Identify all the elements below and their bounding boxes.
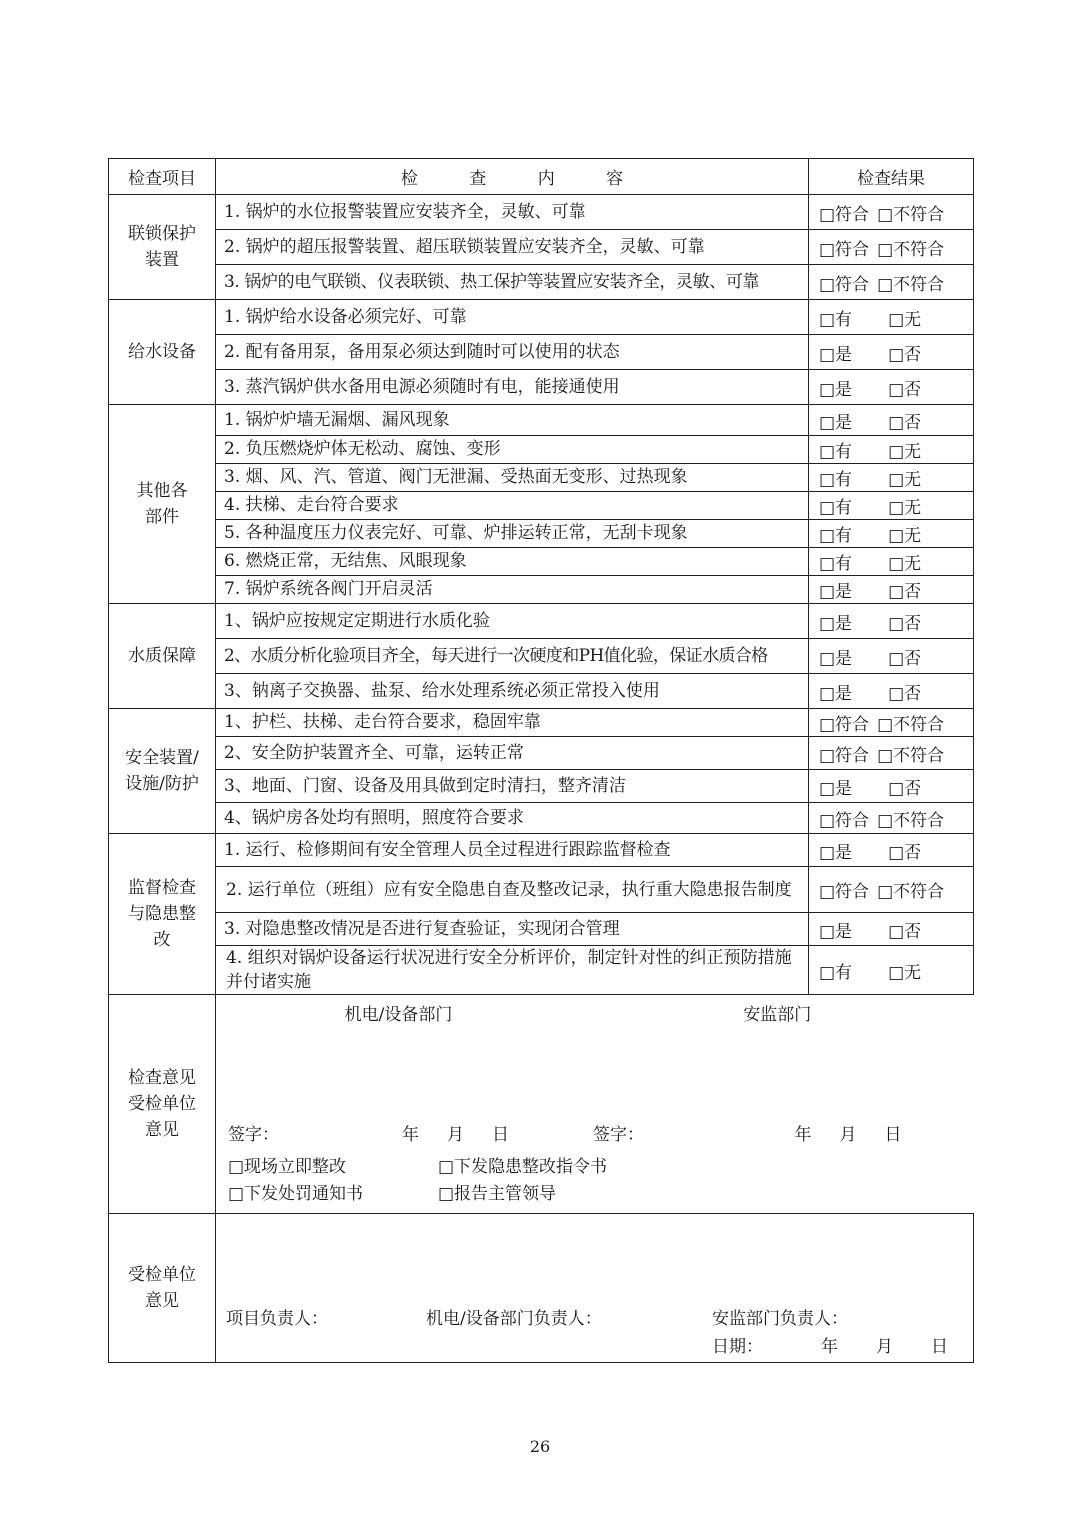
option-checkbox[interactable]: □否 xyxy=(888,379,922,400)
option-checkbox[interactable]: □现场立即整改 xyxy=(228,1157,347,1177)
dept-left-sign-area[interactable] xyxy=(216,1029,581,1149)
option-checkbox[interactable]: □不符合 xyxy=(877,882,945,902)
item-text: 2、安全防护装置齐全、可靠，运转正常 xyxy=(216,737,809,770)
option-checkbox[interactable]: □下发隐患整改指令书 xyxy=(438,1157,608,1177)
equip-lead-label: 机电/设备部门负责人： xyxy=(426,1309,602,1329)
option-checkbox[interactable]: □报告主管领导 xyxy=(438,1184,557,1204)
date-line: 日期： 年 月 日 xyxy=(712,1337,948,1357)
result-options xyxy=(809,834,974,867)
table-row xyxy=(109,913,974,946)
option-checkbox[interactable]: □是 xyxy=(819,412,853,433)
option-checkbox[interactable]: □有 xyxy=(819,498,853,518)
inspection-opinion-row xyxy=(109,995,974,1214)
table-row xyxy=(109,803,974,834)
result-options xyxy=(809,604,974,639)
option-checkbox[interactable]: □是 xyxy=(819,379,853,400)
item-text: 4、锅炉房各处均有照明，照度符合要求 xyxy=(216,803,809,834)
option-checkbox[interactable]: □否 xyxy=(888,648,922,669)
option-checkbox[interactable]: □否 xyxy=(888,778,922,799)
result-options xyxy=(809,770,974,803)
dept-right-header: 安监部门 xyxy=(743,1004,812,1025)
item-text: 2. 负压燃烧炉体无松动、腐蚀、变形 xyxy=(216,436,809,464)
option-checkbox[interactable]: □不符合 xyxy=(877,745,945,766)
option-checkbox[interactable]: □否 xyxy=(888,344,922,365)
option-checkbox[interactable]: □符合 xyxy=(819,204,870,225)
section-name-water-quality: 水质保障 xyxy=(109,604,216,709)
item-text: 2. 运行单位（班组）应有安全隐患自查及整改记录，执行重大隐患报告制度 xyxy=(216,867,809,913)
table-row xyxy=(109,604,974,639)
table-row xyxy=(109,335,974,370)
option-checkbox[interactable]: □是 xyxy=(819,778,853,799)
option-checkbox[interactable]: □否 xyxy=(888,582,922,602)
option-checkbox[interactable]: □是 xyxy=(819,648,853,669)
item-text: 4. 扶梯、走台符合要求 xyxy=(216,492,809,520)
option-checkbox[interactable]: □无 xyxy=(888,526,922,546)
table-row xyxy=(109,576,974,604)
option-checkbox[interactable]: □符合 xyxy=(819,274,870,295)
option-checkbox[interactable]: □符合 xyxy=(819,745,870,766)
table-row xyxy=(109,674,974,709)
inspection-opinion-label: 检查意见 受检单位 意见 xyxy=(109,995,216,1214)
item-text: 3、地面、门窗、设备及用具做到定时清扫，整齐清洁 xyxy=(216,770,809,803)
result-options xyxy=(809,639,974,674)
table-row xyxy=(109,464,974,492)
item-text: 3. 锅炉的电气联锁、仪表联锁、热工保护等装置应安装齐全，灵敏、可靠 xyxy=(216,265,809,300)
result-options xyxy=(809,405,974,436)
dept-left-header: 机电/设备部门 xyxy=(344,1004,453,1025)
option-checkbox[interactable]: □符合 xyxy=(819,715,870,735)
item-text: 4. 组织对锅炉设备运行状况进行安全分析评价，制定针对性的纠正预防措施并付诸实施 xyxy=(216,946,809,995)
item-text: 1. 锅炉的水位报警装置应安装齐全，灵敏、可靠 xyxy=(216,195,809,230)
safety-lead-label: 安监部门负责人： xyxy=(712,1309,848,1329)
item-text: 3. 对隐患整改情况是否进行复查验证，实现闭合管理 xyxy=(216,913,809,946)
item-text: 1. 运行、检修期间有安全管理人员全过程进行跟踪监督检查 xyxy=(216,834,809,867)
option-checkbox[interactable]: □有 xyxy=(819,962,853,983)
option-checkbox[interactable]: □不符合 xyxy=(877,810,945,831)
inspection-opinion-body xyxy=(216,995,974,1214)
item-text: 6. 燃烧正常，无结焦、风眼现象 xyxy=(216,548,809,576)
table-row xyxy=(109,520,974,548)
result-options xyxy=(809,674,974,709)
option-checkbox[interactable]: □不符合 xyxy=(877,274,945,295)
option-checkbox[interactable]: □是 xyxy=(819,921,853,942)
option-checkbox[interactable]: □是 xyxy=(819,582,853,602)
option-checkbox[interactable]: □否 xyxy=(888,412,922,433)
option-checkbox[interactable]: □否 xyxy=(888,613,922,634)
option-checkbox[interactable]: □不符合 xyxy=(877,239,945,260)
option-checkbox[interactable]: □无 xyxy=(888,470,922,490)
option-checkbox[interactable]: □有 xyxy=(819,526,853,546)
header-item: 检查项目 xyxy=(109,159,216,195)
result-options xyxy=(809,548,974,576)
unit-opinion-row xyxy=(109,1214,974,1363)
option-checkbox[interactable]: □否 xyxy=(888,683,922,704)
option-checkbox[interactable]: □不符合 xyxy=(877,715,945,735)
sign-label: 签字： xyxy=(593,1125,644,1145)
table-row xyxy=(109,492,974,520)
result-options xyxy=(809,946,974,995)
item-text: 3、钠离子交换器、盐泵、给水处理系统必须正常投入使用 xyxy=(216,674,809,709)
date-fields: 年 月 日 xyxy=(794,1125,902,1145)
table-row xyxy=(109,867,974,913)
header-content: 检 查 内 容 xyxy=(216,159,809,195)
item-text: 3. 烟、风、汽、管道、阀门无泄漏、受热面无变形、过热现象 xyxy=(216,464,809,492)
project-lead-label: 项目负责人： xyxy=(226,1309,328,1329)
table-row xyxy=(109,370,974,405)
result-options xyxy=(809,737,974,770)
table-row xyxy=(109,770,974,803)
item-text: 1. 锅炉炉墙无漏烟、漏风现象 xyxy=(216,405,809,436)
result-options xyxy=(809,230,974,265)
header-result: 检查结果 xyxy=(809,159,974,195)
result-options xyxy=(809,803,974,834)
result-options xyxy=(809,464,974,492)
result-options xyxy=(809,709,974,737)
section-name-water-supply: 给水设备 xyxy=(109,300,216,405)
section-name-safety-devices: 安全装置/ 设施/防护 xyxy=(109,709,216,834)
option-checkbox[interactable]: □无 xyxy=(888,962,922,983)
result-options xyxy=(809,520,974,548)
option-checkbox[interactable]: □无 xyxy=(888,442,922,462)
result-options xyxy=(809,370,974,405)
option-checkbox[interactable]: □否 xyxy=(888,842,922,863)
option-checkbox[interactable]: □有 xyxy=(819,470,853,490)
item-text: 2. 锅炉的超压报警装置、超压联锁装置应安装齐全，灵敏、可靠 xyxy=(216,230,809,265)
item-text: 1. 锅炉给水设备必须完好、可靠 xyxy=(216,300,809,335)
option-checkbox[interactable]: □有 xyxy=(819,442,853,462)
table-row xyxy=(109,548,974,576)
option-checkbox[interactable]: □不符合 xyxy=(877,204,945,225)
option-checkbox[interactable]: □有 xyxy=(819,309,853,330)
table-row xyxy=(109,405,974,436)
section-name-other-parts: 其他各 部件 xyxy=(109,405,216,604)
option-checkbox[interactable]: □是 xyxy=(819,683,853,704)
action-options xyxy=(216,1149,974,1213)
table-row xyxy=(109,300,974,335)
table-row xyxy=(109,737,974,770)
section-name-supervision: 监督检查 与隐患整 改 xyxy=(109,834,216,995)
option-checkbox[interactable]: □符合 xyxy=(819,882,870,902)
option-checkbox[interactable]: □下发处罚通知书 xyxy=(228,1184,364,1204)
option-checkbox[interactable]: □是 xyxy=(819,613,853,634)
item-text: 1、锅炉应按规定定期进行水质化验 xyxy=(216,604,809,639)
option-checkbox[interactable]: □符合 xyxy=(819,239,870,260)
inspection-form-table xyxy=(108,158,974,1363)
item-text: 1、护栏、扶梯、走台符合要求，稳固牢靠 xyxy=(216,709,809,737)
result-options xyxy=(809,335,974,370)
table-row xyxy=(109,195,974,230)
option-checkbox[interactable]: □否 xyxy=(888,921,922,942)
sign-label: 签字： xyxy=(228,1125,279,1145)
table-row xyxy=(109,709,974,737)
page-number: 26 xyxy=(529,1437,551,1456)
dept-right-sign-area[interactable] xyxy=(581,1029,974,1149)
option-checkbox[interactable]: □无 xyxy=(888,309,922,330)
table-row xyxy=(109,265,974,300)
result-options xyxy=(809,913,974,946)
item-text: 7. 锅炉系统各阀门开启灵活 xyxy=(216,576,809,604)
unit-opinion-label: 受检单位 意见 xyxy=(109,1214,216,1363)
section-name-interlock: 联锁保护 装置 xyxy=(109,195,216,300)
result-options xyxy=(809,300,974,335)
table-row xyxy=(109,834,974,867)
inspection-opinion-inner xyxy=(216,995,974,1213)
option-checkbox[interactable]: □是 xyxy=(819,842,853,863)
result-options xyxy=(809,265,974,300)
item-text: 2. 配有备用泵，备用泵必须达到随时可以使用的状态 xyxy=(216,335,809,370)
item-text: 5. 各种温度压力仪表完好、可靠、炉排运转正常，无刮卡现象 xyxy=(216,520,809,548)
option-checkbox[interactable]: □无 xyxy=(888,498,922,518)
table-row xyxy=(109,230,974,265)
option-checkbox[interactable]: □无 xyxy=(888,554,922,574)
item-text: 3. 蒸汽锅炉供水备用电源必须随时有电，能接通使用 xyxy=(216,370,809,405)
header-row xyxy=(109,159,974,195)
item-text: 2、水质分析化验项目齐全，每天进行一次硬度和PH值化验，保证水质合格 xyxy=(216,639,809,674)
date-fields: 年 月 日 xyxy=(402,1125,509,1145)
option-checkbox[interactable]: □符合 xyxy=(819,810,870,831)
result-options xyxy=(809,576,974,604)
table-row xyxy=(109,946,974,995)
table-row xyxy=(109,436,974,464)
result-options xyxy=(809,492,974,520)
result-options xyxy=(809,867,974,913)
table-row xyxy=(109,639,974,674)
result-options xyxy=(809,436,974,464)
result-options xyxy=(809,195,974,230)
option-checkbox[interactable]: □有 xyxy=(819,554,853,574)
unit-opinion-body[interactable] xyxy=(216,1214,974,1363)
option-checkbox[interactable]: □是 xyxy=(819,344,853,365)
